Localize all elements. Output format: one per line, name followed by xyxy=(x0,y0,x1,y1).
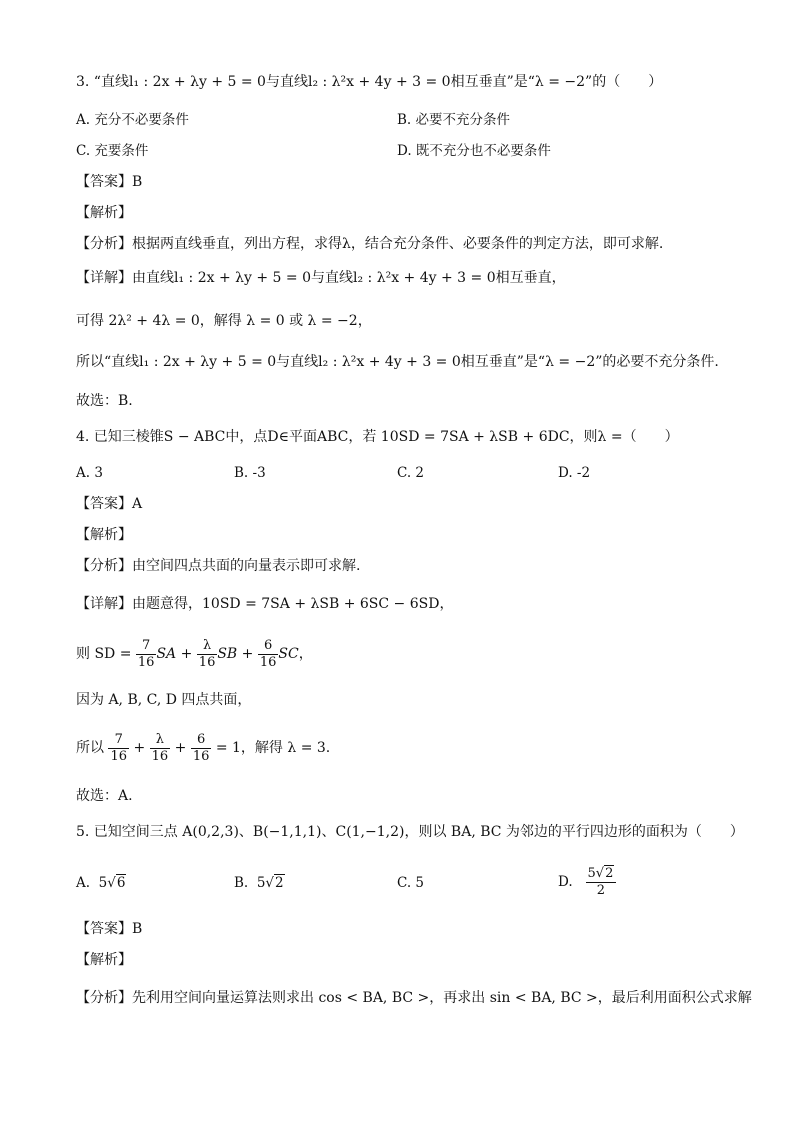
q3-step-2: 所以“直线l₁ : 2x + λy + 5 = 0与直线l₂ : λ²x + 4y + 3 = 0相互垂直”是“λ = −2”的必要不充分条件. xyxy=(76,354,719,370)
q4-analysis-text: 由空间四点共面的向量表示即可求解. xyxy=(132,558,361,574)
q3-analysis-heading: 【解析】 xyxy=(76,205,132,221)
q3-detail xyxy=(76,268,566,288)
answer-tag: 【答案】 xyxy=(76,174,132,190)
q3-detail-text: 由直线l₁ : 2x + λy + 5 = 0与直线l₂ : λ²x + 4y + 3 = 0相互垂直， xyxy=(132,270,566,286)
answer-tag: 【答案】 xyxy=(76,496,132,512)
q3-analysis-text: 根据两直线垂直，列出方程，求得λ，结合充分条件、必要条件的判定方法，即可求解. xyxy=(132,236,664,252)
q4-detail xyxy=(76,594,453,614)
q5-analysis-text: 先利用空间向量运算法则求出 cos < BA, BC >，再求出 sin < BA, BC >，最后利用面积公式求解 xyxy=(132,990,752,1006)
q4-analysis-heading: 【解析】 xyxy=(76,527,132,543)
detail-tag: 【详解】 xyxy=(76,596,132,612)
q3-step-1: 可得 2λ² + 4λ = 0，解得 λ = 0 或 λ = −2， xyxy=(76,313,372,329)
q3-option-c: C. 充要条件 xyxy=(76,143,149,159)
q5-analysis-heading: 【解析】 xyxy=(76,952,132,968)
fraction: $\frac{\lambda}{16}$ xyxy=(151,731,169,764)
analysis-tag: 【分析】 xyxy=(76,990,132,1006)
q4-step-2: 因为 A, B, C, D 四点共面， xyxy=(76,692,252,708)
q4-option-d: D. -2 xyxy=(558,465,591,481)
q4-option-c: C. 2 xyxy=(397,465,425,481)
q3-option-a: A. 充分不必要条件 xyxy=(76,112,189,128)
q4-option-a: A. 3 xyxy=(76,465,103,481)
q5-answer-line xyxy=(76,919,142,939)
q4-answer-line xyxy=(76,494,142,514)
fraction: $\frac{\lambda}{16}$ xyxy=(198,637,216,670)
q3-conclusion: 故选：B. xyxy=(76,393,133,409)
q3-option-d: D. 既不充分也不必要条件 xyxy=(397,143,551,159)
q4-answer: A xyxy=(132,496,143,512)
q5-option-d: D. $\frac{5√2}{2}$ xyxy=(558,862,616,902)
q5-option-b: B. 5√2 xyxy=(234,875,284,891)
q4-detail-text: 由题意得，10SD = 7SA + λSB + 6SC − 6SD， xyxy=(132,596,454,612)
q4-step-3: 所以 $\frac{7}{16}$ + $\frac{\lambda}{16}$ + $\frac{6}{16}$ = 1，解得 λ = 3. xyxy=(76,731,331,764)
q5-stem: 5. 已知空间三点 A(0,2,3)、B(−1,1,1)、C(1,−1,2)，则以 BA, BC 为邻边的平行四边形的面积为（ ） xyxy=(76,824,744,840)
q4-option-b: B. -3 xyxy=(234,465,266,481)
q3-analysis-summary xyxy=(76,234,663,254)
analysis-tag: 【分析】 xyxy=(76,558,132,574)
q3-answer: B xyxy=(132,174,143,190)
fraction: $\frac{6}{16}$ xyxy=(259,637,277,670)
fraction: $\frac{6}{16}$ xyxy=(192,731,210,764)
q5-option-a: A. 5√6 xyxy=(76,875,126,891)
q4-stem: 4. 已知三棱锥S − ABC中，点D∈平面ABC，若 10SD = 7SA + λSB + 6DC，则λ =（ ） xyxy=(76,429,679,445)
q3-answer-line xyxy=(76,172,142,192)
answer-tag: 【答案】 xyxy=(76,921,132,937)
q4-step1-prefix: 则 SD = xyxy=(76,646,136,662)
analysis-tag: 【分析】 xyxy=(76,236,132,252)
q5-option-c: C. 5 xyxy=(397,875,425,891)
q4-analysis-summary xyxy=(76,556,360,576)
fraction: $\frac{7}{16}$ xyxy=(110,731,127,764)
fraction: $\frac{5√2}{2}$ xyxy=(586,866,617,899)
fraction: $\frac{7}{16}$ xyxy=(137,637,155,670)
q4-conclusion: 故选：A. xyxy=(76,788,133,804)
q5-answer: B xyxy=(132,921,143,937)
detail-tag: 【详解】 xyxy=(76,270,132,286)
q5-analysis-summary xyxy=(76,988,752,1008)
q3-option-b: B. 必要不充分条件 xyxy=(397,112,511,128)
q4-step-1: 则 SD = $\frac{7}{16}$ SA + $\frac{\lambda}{16}$ SB + $\frac{6}{16}$ SC， xyxy=(76,637,313,670)
q3-stem: 3. “直线l₁ : 2x + λy + 5 = 0与直线l₂ : λ²x + 4y + 3 = 0相互垂直”是“λ = −2”的（ ） xyxy=(76,74,663,90)
